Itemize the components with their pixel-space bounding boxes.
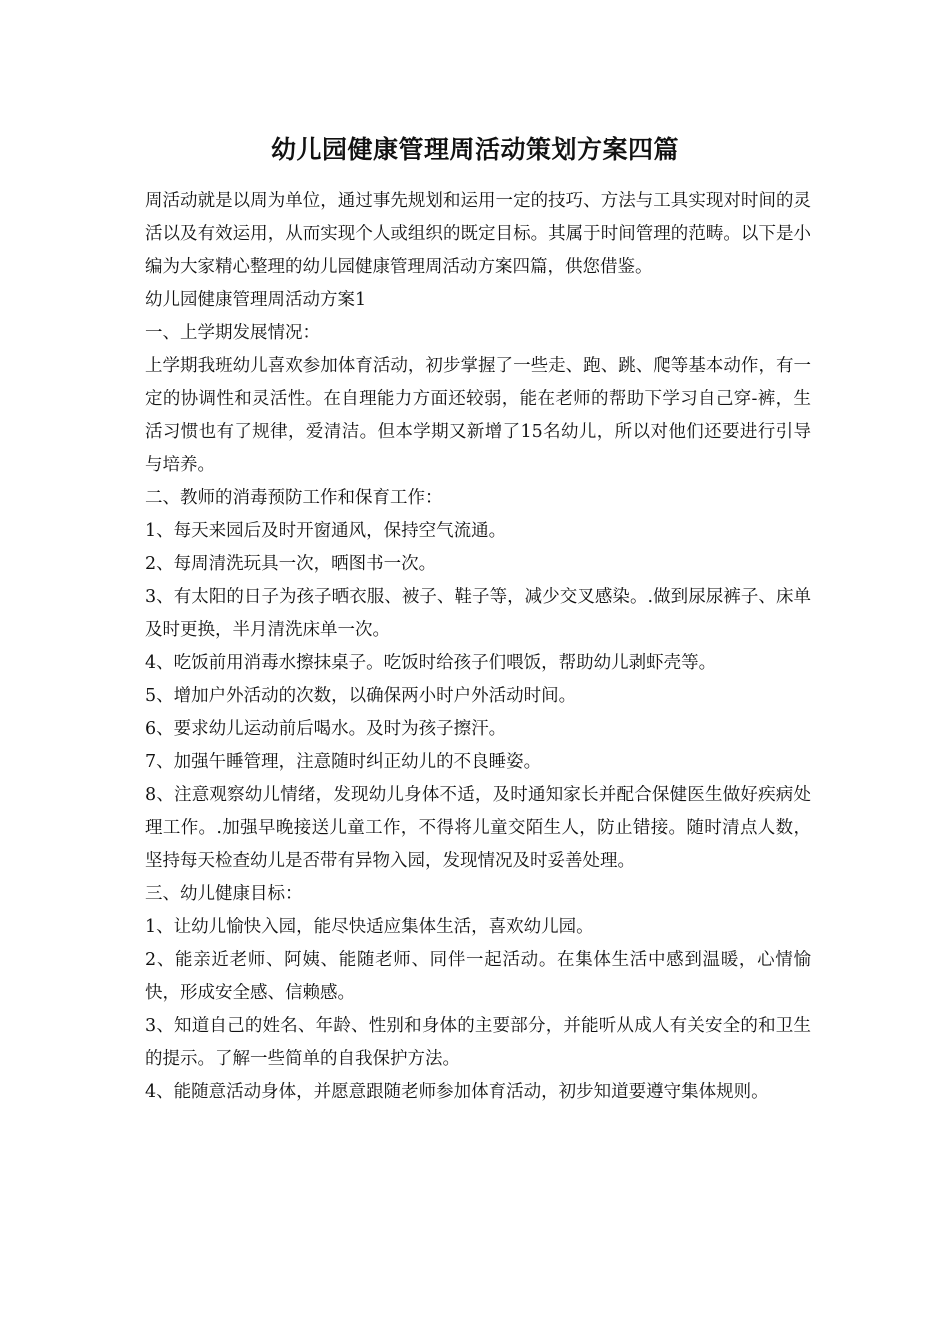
- list-item: 2、每周清洗玩具一次，晒图书一次。: [145, 554, 437, 574]
- list-item: 5、增加户外活动的次数，以确保两小时户外活动时间。: [145, 686, 577, 706]
- paragraph-last-term: 上学期我班幼儿喜欢参加体育活动，初步掌握了一些走、跑、跳、爬等基本动作，有一定的协调性和灵活性。在自理能力方面还较弱，能在老师的帮助下学习自己穿-裤，生活习惯也有了规律，爱清洁。但本学期又新增了15名幼儿，所以对他们还要进行引导与培养。: [145, 356, 811, 475]
- list-item: 1、让幼儿愉快入园，能尽快适应集体生活，喜欢幼儿园。: [145, 917, 594, 937]
- list-item: 7、加强午睡管理，注意随时纠正幼儿的不良睡姿。: [145, 752, 542, 772]
- list-item: 2、能亲近老师、阿姨、能随老师、同伴一起活动。在集体生活中感到温暖，心情愉快，形成安全感、信赖感。: [145, 950, 811, 1003]
- list-item: 1、每天来园后及时开窗通风，保持空气流通。: [145, 521, 507, 541]
- section-heading-last-term: 一、上学期发展情况：: [145, 323, 320, 343]
- section-heading-disinfection: 二、教师的消毒预防工作和保育工作：: [145, 488, 443, 508]
- document-title: 幼儿园健康管理周活动策划方案四篇: [270, 135, 679, 164]
- list-item: 4、吃饭前用消毒水擦抹桌子。吃饭时给孩子们喂饭，帮助幼儿剥虾壳等。: [145, 653, 717, 673]
- list-item: 6、要求幼儿运动前后喝水。及时为孩子擦汗。: [145, 719, 507, 739]
- list-item: 3、有太阳的日子为孩子晒衣服、被子、鞋子等，减少交叉感染。.做到尿尿裤子、床单及时更换，半月清洗床单一次。: [145, 587, 811, 640]
- list-item: 4、能随意活动身体，并愿意跟随老师参加体育活动，初步知道要遵守集体规则。: [145, 1082, 769, 1102]
- section-heading-plan-1: 幼儿园健康管理周活动方案1: [145, 290, 367, 310]
- list-item: 8、注意观察幼儿情绪，发现幼儿身体不适，及时通知家长并配合保健医生做好疾病处理工作。.加强早晚接送儿童工作，不得将儿童交陌生人，防止错接。随时清点人数，坚持每天检查幼儿是否带有异物入园，发现情况及时妥善处理。: [145, 785, 811, 871]
- list-item: 3、知道自己的姓名、年龄、性别和身体的主要部分，并能听从成人有关安全的和卫生的提示。了解一些简单的自我保护方法。: [145, 1016, 811, 1069]
- section-heading-health-goals: 三、幼儿健康目标：: [145, 884, 303, 904]
- intro-paragraph: 周活动就是以周为单位，通过事先规划和运用一定的技巧、方法与工具实现对时间的灵活以及有效运用，从而实现个人或组织的既定目标。其属于时间管理的范畴。以下是小编为大家精心整理的幼儿园健康管理周活动方案四篇，供您借鉴。: [145, 191, 811, 277]
- document-body: [145, 185, 811, 1109]
